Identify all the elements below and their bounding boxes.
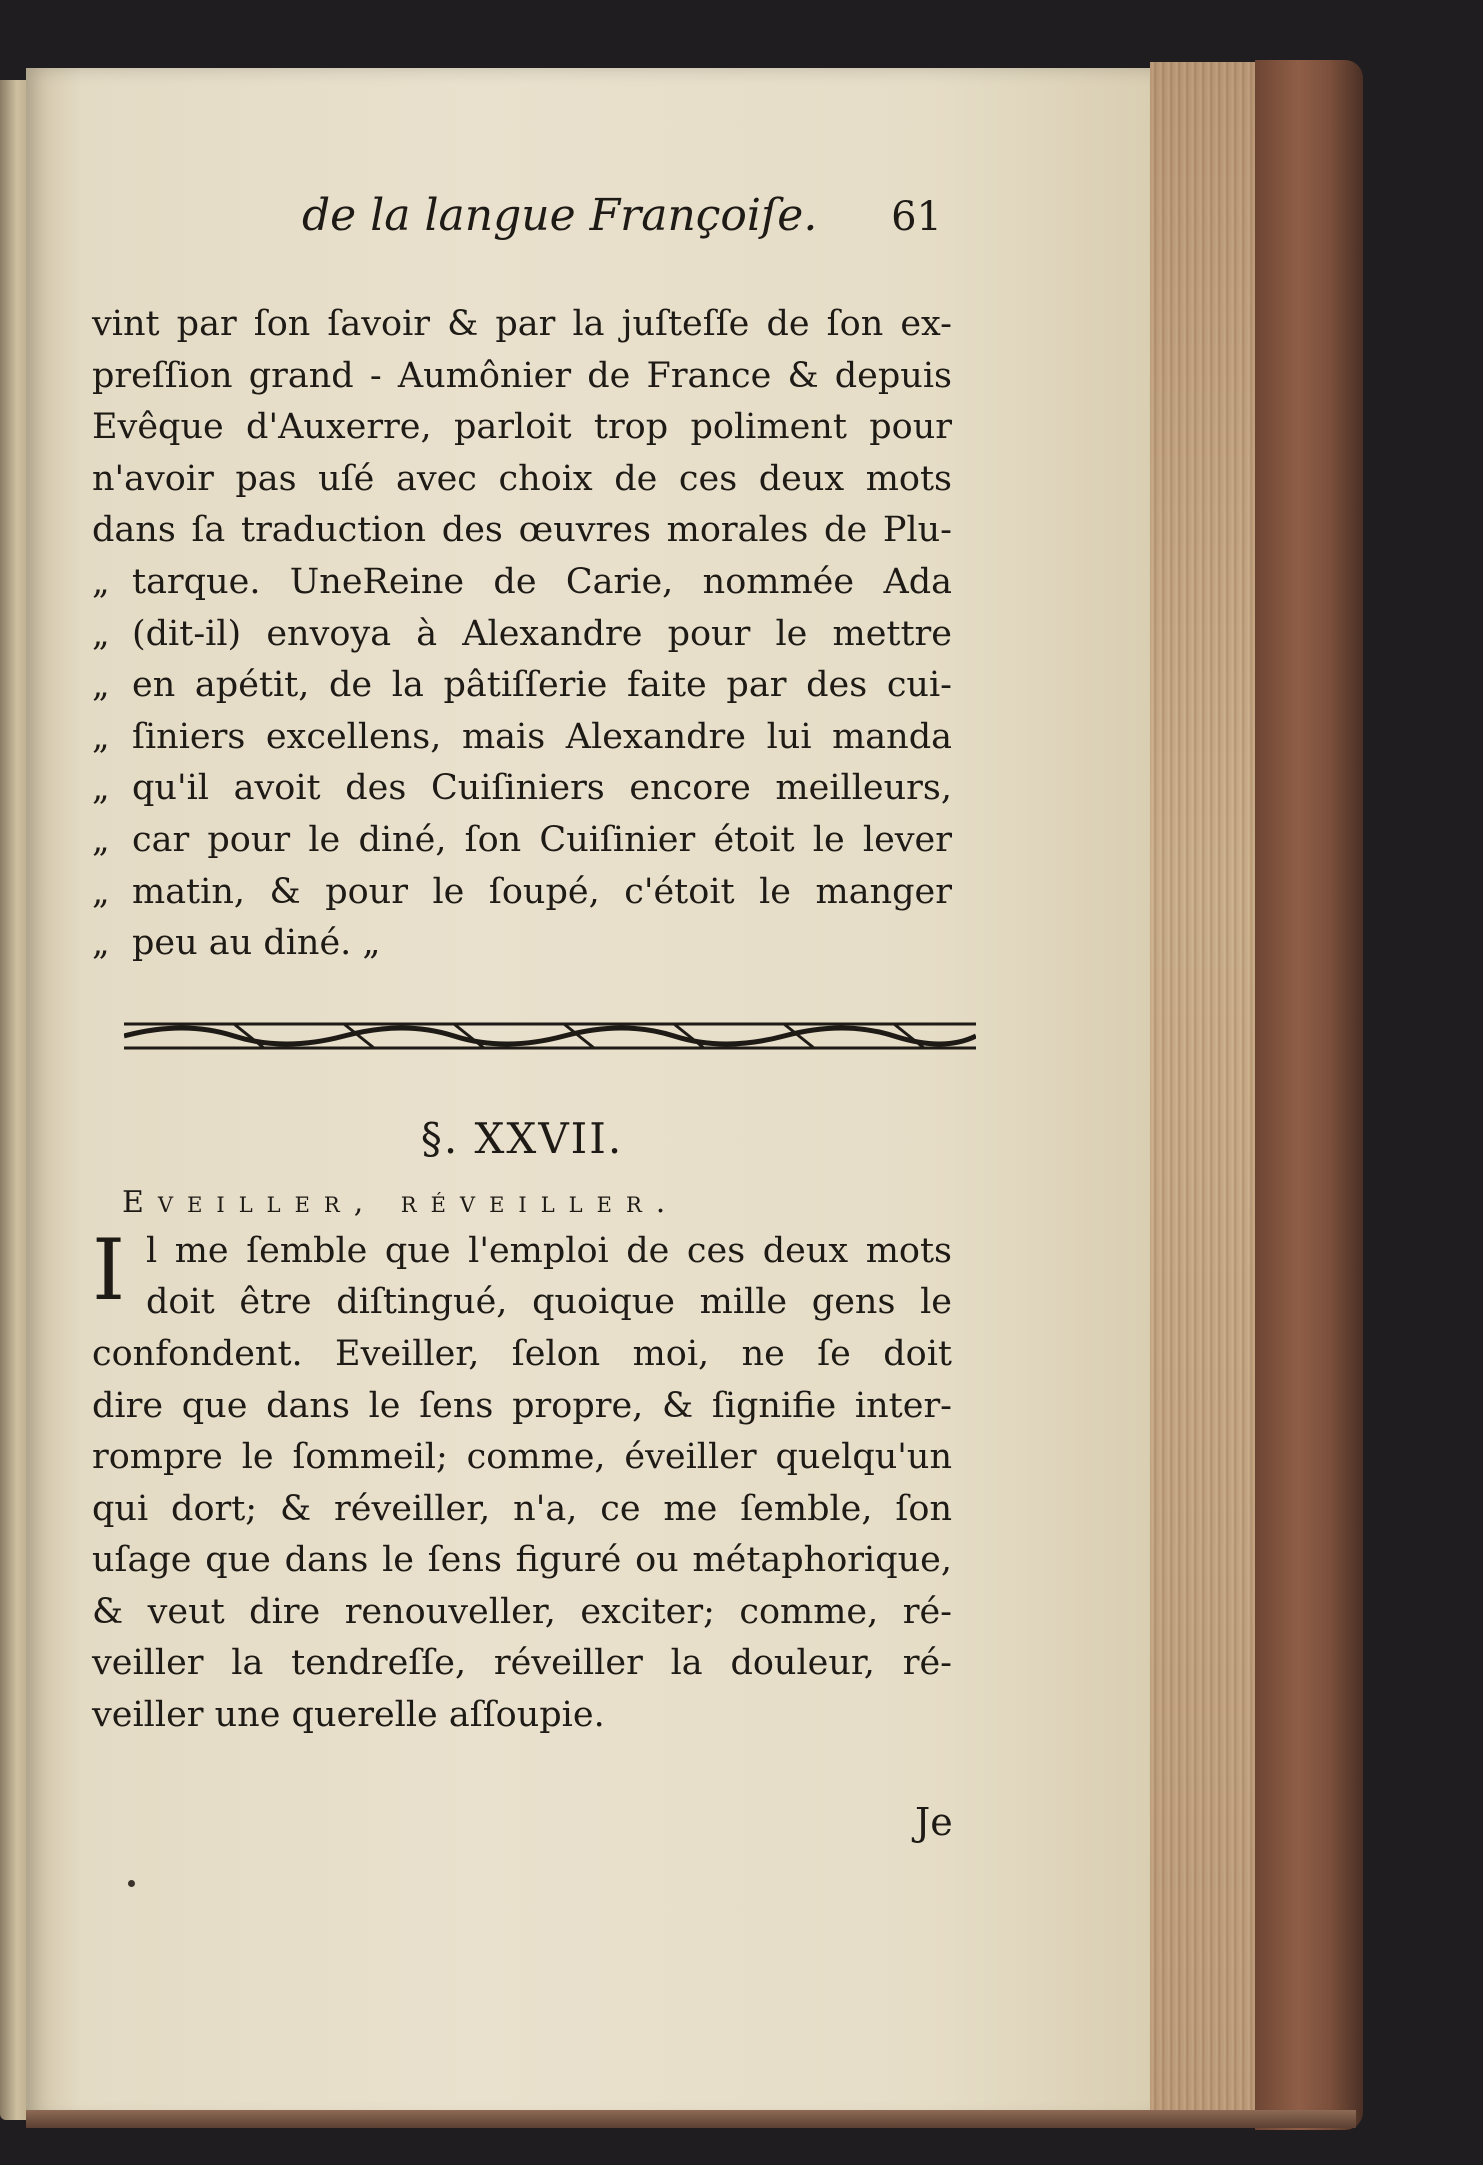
paragraph-eveiller bbox=[92, 1220, 952, 1742]
text-line: confondent. Eveiller, ſelon moi, ne ſe doit bbox=[92, 1333, 952, 1374]
text-line: en apétit, de la pâtiſſerie faite par des cui- bbox=[132, 665, 952, 706]
text-line: doit être diſtingué, quoique mille gens le bbox=[146, 1282, 952, 1323]
drop-cap: I bbox=[92, 1220, 126, 1319]
quoted-line bbox=[92, 763, 952, 815]
text-line: peu au diné. „ bbox=[132, 923, 381, 964]
text-line: tarque. UneReine de Carie, nommée Ada bbox=[132, 561, 952, 602]
running-title: de la langue Françoiſe. bbox=[302, 190, 818, 241]
quoted-line bbox=[92, 660, 952, 712]
text-line: qu'il avoit des Cuiſiniers encore meilleurs, bbox=[132, 768, 952, 809]
text-line: qui dort; & réveiller, n'a, ce me ſemble, ſon bbox=[92, 1488, 952, 1529]
text-line: matin, & pour le ſoupé, c'étoit le manger bbox=[132, 871, 952, 912]
quoted-line bbox=[92, 815, 952, 867]
text-line: l me ſemble que l'emploi de ces deux mots bbox=[146, 1230, 952, 1271]
ink-speck bbox=[128, 1880, 135, 1887]
book-cover bbox=[1255, 60, 1363, 2130]
text-line: n'avoir pas uſé avec choix de ces deux mots bbox=[92, 458, 952, 499]
text-line: veiller la tendreſſe, réveiller la douleur, ré- bbox=[92, 1643, 952, 1684]
quote-mark: „ bbox=[92, 613, 110, 654]
text-line: dans ſa traduction des œuvres morales de Plu- bbox=[92, 510, 952, 551]
text-line: rompre le ſommeil; comme, éveiller quelqu'un bbox=[92, 1437, 952, 1478]
paragraph-plutarch bbox=[92, 299, 952, 970]
text-line: vint par ſon ſavoir & par la juſteſſe de ſon ex- bbox=[92, 304, 952, 344]
quoted-line bbox=[92, 609, 952, 661]
decorative-border-ornament bbox=[124, 1016, 976, 1056]
facing-page-edge bbox=[0, 80, 28, 2120]
text-line: Evêque d'Auxerre, parloit trop poliment pour bbox=[92, 407, 952, 448]
quote-mark: „ bbox=[92, 871, 110, 912]
quoted-line bbox=[92, 867, 952, 919]
running-header bbox=[302, 190, 952, 241]
text-line: dire que dans le ſens propre, & ſignifie inter- bbox=[92, 1385, 952, 1426]
text-line: car pour le diné, ſon Cuiſinier étoit le lever bbox=[132, 819, 952, 860]
quote-mark: „ bbox=[92, 819, 110, 860]
quote-mark: „ bbox=[92, 716, 110, 757]
section-subtitle: Eveiller, réveiller. bbox=[122, 1184, 680, 1220]
book-cover-bottom bbox=[26, 2110, 1356, 2128]
page-number: 61 bbox=[891, 194, 942, 240]
text-line: uſage que dans le ſens figuré ou métaphorique, bbox=[92, 1540, 952, 1581]
page-fore-edge bbox=[1150, 62, 1260, 2120]
text-line: veiller une querelle aſſoupie. bbox=[92, 1695, 605, 1736]
text-line: preſſion grand - Aumônier de France & depuis bbox=[92, 355, 952, 396]
quote-mark: „ bbox=[92, 768, 110, 809]
section-number: §. XXVII. bbox=[420, 1113, 624, 1163]
page-text bbox=[92, 190, 952, 1742]
quote-mark: „ bbox=[92, 665, 110, 706]
quoted-line bbox=[92, 918, 952, 970]
text-line: & veut dire renouveller, exciter; comme, ré- bbox=[92, 1591, 952, 1632]
quote-mark: „ bbox=[92, 561, 110, 602]
text-line: (dit-il) envoya à Alexandre pour le mettre bbox=[132, 613, 952, 654]
quote-mark: „ bbox=[92, 923, 110, 964]
quoted-line bbox=[92, 557, 952, 609]
catchword: Je bbox=[915, 1800, 953, 1844]
quoted-line bbox=[92, 712, 952, 764]
text-line: ſiniers excellens, mais Alexandre lui manda bbox=[132, 716, 952, 757]
